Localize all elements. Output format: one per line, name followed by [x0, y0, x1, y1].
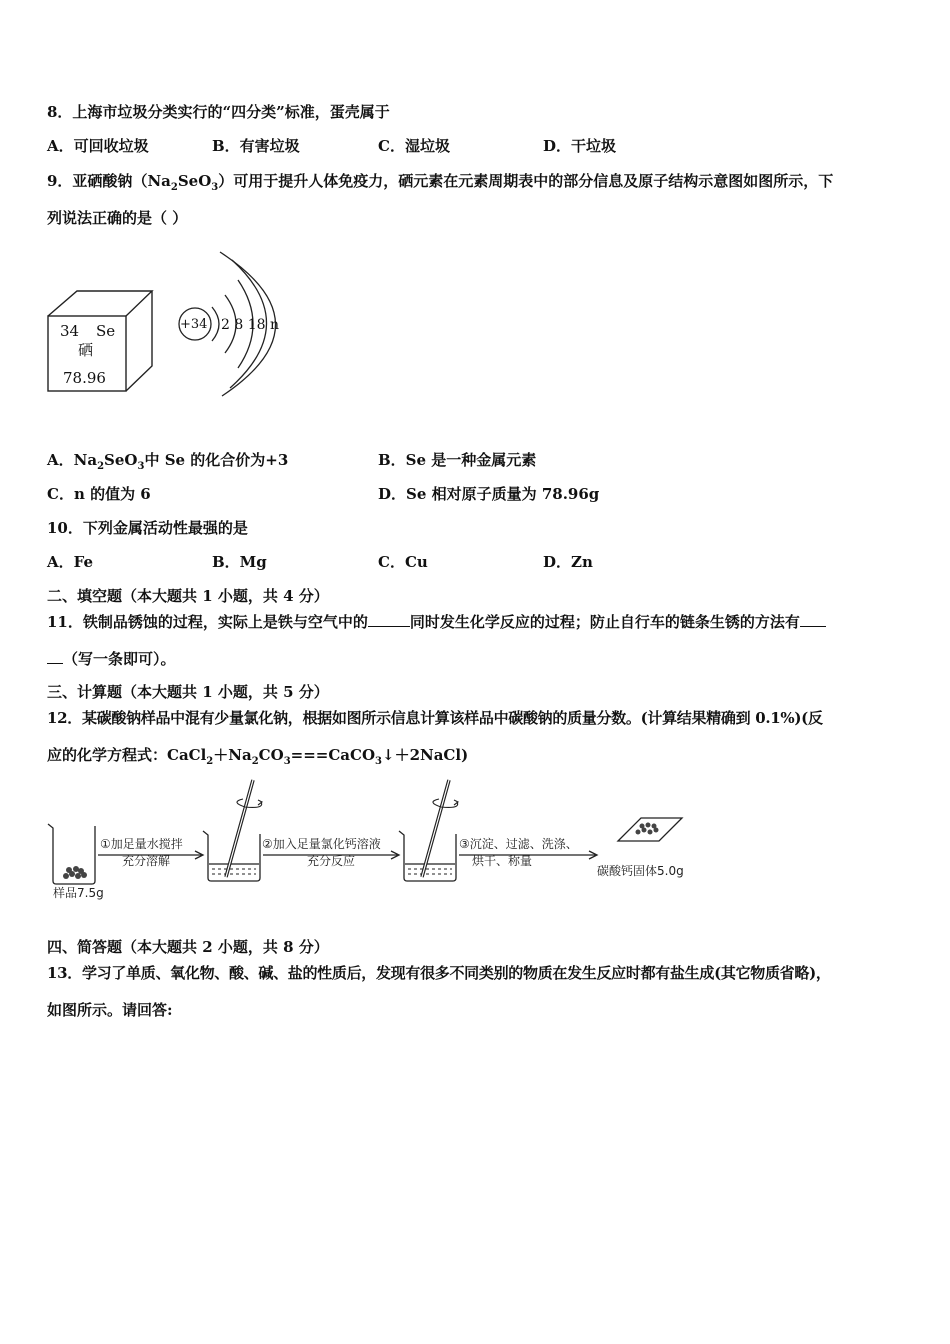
q11-line2: （写一条即可）。: [47, 649, 176, 668]
product-solid-icon: [636, 823, 659, 835]
q11-line1: 11．铁制品锈蚀的过程，实际上是铁与空气中的 同时发生化学反应的过程；防止自行车的链条生锈的方法有: [47, 612, 826, 631]
experiment-flow-diagram: [40, 778, 700, 908]
q9-stem-line2: 列说法正确的是（ ）: [47, 209, 188, 227]
q9-option-b: B．Se 是一种金属元素: [378, 451, 537, 469]
step3-label-a: ③沉淀、过滤、洗涤、: [459, 837, 578, 851]
q13-line1: 13．学习了单质、氧化物、酸、碱、盐的性质后，发现有很多不同类别的物质在发生反应时都有盐生成(其它物质省略)，: [47, 964, 831, 982]
element-name: 硒: [78, 341, 94, 359]
q9-option-a: A．$Na_2SeO_3$中 Se 的化合价为+3: [47, 451, 289, 472]
section-3-title: 三、计算题（本大题共 1 小题，共 5 分）: [47, 683, 329, 701]
q12-line2: 应的化学方程式：$CaCl_2+Na_2CO_3===CaCO_3↓+2NaCl$): [47, 746, 469, 767]
element-number: 34: [60, 322, 80, 340]
product-mass-label: 碳酸钙固体5.0g: [597, 864, 684, 878]
q10-option-c: C．Cu: [378, 553, 428, 571]
q8-option-a: A．可回收垃圾: [47, 137, 149, 155]
q8-option-d: D．干垃圾: [543, 137, 617, 155]
q10-option-d: D．Zn: [543, 553, 593, 571]
step1-label-a: ①加足量水搅拌: [100, 837, 183, 851]
section-4-title: 四、简答题（本大题共 2 小题，共 8 分）: [47, 938, 329, 956]
sample-solid-icon: [63, 866, 87, 879]
atom-shell-electrons: 2 8 18 n: [221, 317, 279, 333]
sample-mass-label: 样品7.5g: [53, 886, 104, 900]
step2-label-b: 充分反应: [307, 854, 356, 868]
q13-line2: 如图所示。请回答:: [47, 1001, 173, 1019]
q10-option-a: A．Fe: [47, 553, 94, 571]
q9-option-c: C．n 的值为 6: [47, 485, 151, 503]
q12-line1: 12．某碳酸钠样品中混有少量氯化钠，根据如图所示信息计算该样品中碳酸钠的质量分数。(计算结果精确到 0.1%)(反: [47, 709, 823, 727]
q9-stem: 9．亚硒酸钠$(Na_2SeO_3)$可用于提升人体免疫力，硒元素在元素周期表中的部分信息及原子结构示意图如图所示，下: [47, 172, 834, 193]
q10-option-b: B．Mg: [212, 553, 267, 571]
step1-label-b: 充分溶解: [122, 854, 171, 868]
element-symbol: Se: [96, 322, 116, 340]
atom-nucleus-charge: +34: [180, 317, 208, 332]
step2-label-a: ②加入足量氯化钙溶液: [262, 837, 381, 851]
q10-stem: 10．下列金属活动性最强的是: [47, 519, 248, 537]
q8-stem: 8．上海市垃圾分类实行的“四分类”标准，蛋壳属于: [47, 103, 390, 121]
element-mass: 78.96: [63, 369, 106, 387]
q9-option-d: D．Se 相对原子质量为 78.96g: [378, 485, 600, 503]
q8-option-c: C．湿垃圾: [378, 137, 450, 155]
q8-option-b: B．有害垃圾: [212, 137, 300, 155]
step3-label-b: 烘干、称量: [472, 854, 533, 868]
section-2-title: 二、填空题（本大题共 1 小题，共 4 分）: [47, 587, 329, 605]
